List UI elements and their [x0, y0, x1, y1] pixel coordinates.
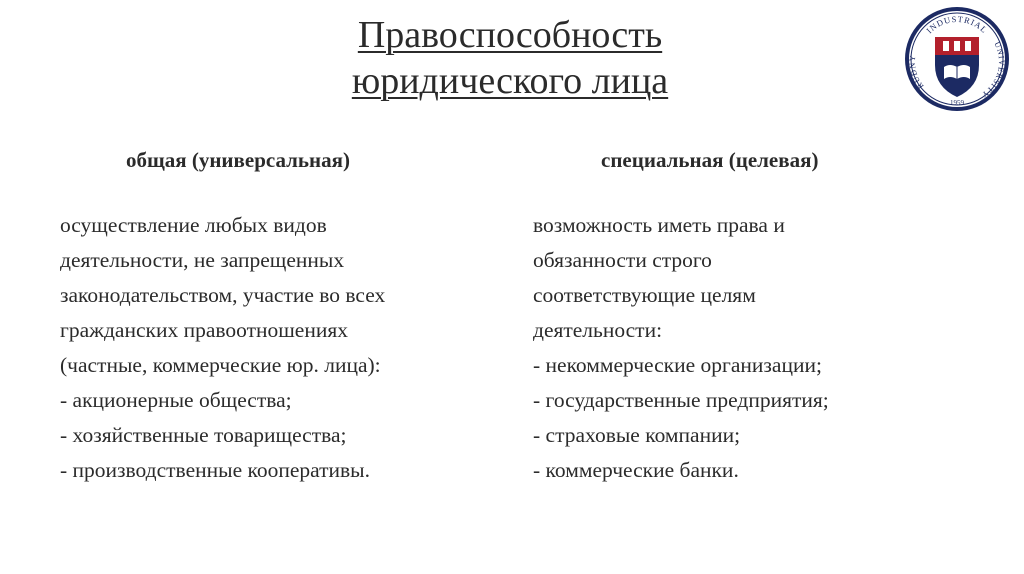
slide-title: [250, 12, 770, 104]
right-list-item: - страховые компании;: [533, 423, 741, 447]
seal-year: 1959: [950, 99, 964, 107]
left-list-item: - хозяйственные товарищества;: [60, 423, 347, 447]
university-seal-logo: [902, 5, 1012, 113]
left-text-line: осуществление любых видов: [60, 213, 327, 237]
right-list-item: - некоммерческие организации;: [533, 353, 822, 377]
left-column-text: [60, 208, 510, 488]
left-list-item: - акционерные общества;: [60, 388, 292, 412]
seal-right-text: UNIVERSITY: [979, 40, 1007, 100]
right-text-line: соответствующие целям: [533, 283, 756, 307]
right-list-item: - коммерческие банки.: [533, 458, 739, 482]
left-text-line: гражданских правоотношениях: [60, 318, 348, 342]
left-text-line: законодательством, участие во всех: [60, 283, 386, 307]
title-line-2: юридического лица: [351, 60, 669, 102]
left-column-heading: общая (универсальная): [126, 148, 350, 172]
left-text-line: (частные, коммерческие юр. лица):: [60, 353, 381, 377]
left-list-item: - производственные кооперативы.: [60, 458, 371, 482]
seal-left-text: RUDNY: [907, 54, 926, 91]
seal-top-text: INDUSTRIAL: [924, 13, 990, 36]
title-line-1: Правоспособность: [357, 14, 663, 56]
right-column-heading: специальная (целевая): [601, 148, 819, 172]
right-text-line: обязанности строго: [533, 248, 712, 272]
left-text-line: деятельности, не запрещенных: [60, 248, 345, 272]
right-column-text: [533, 208, 993, 488]
right-text-line: возможность иметь права и: [533, 213, 785, 237]
right-text-line: деятельности:: [533, 318, 663, 342]
right-list-item: - государственные предприятия;: [533, 388, 829, 412]
